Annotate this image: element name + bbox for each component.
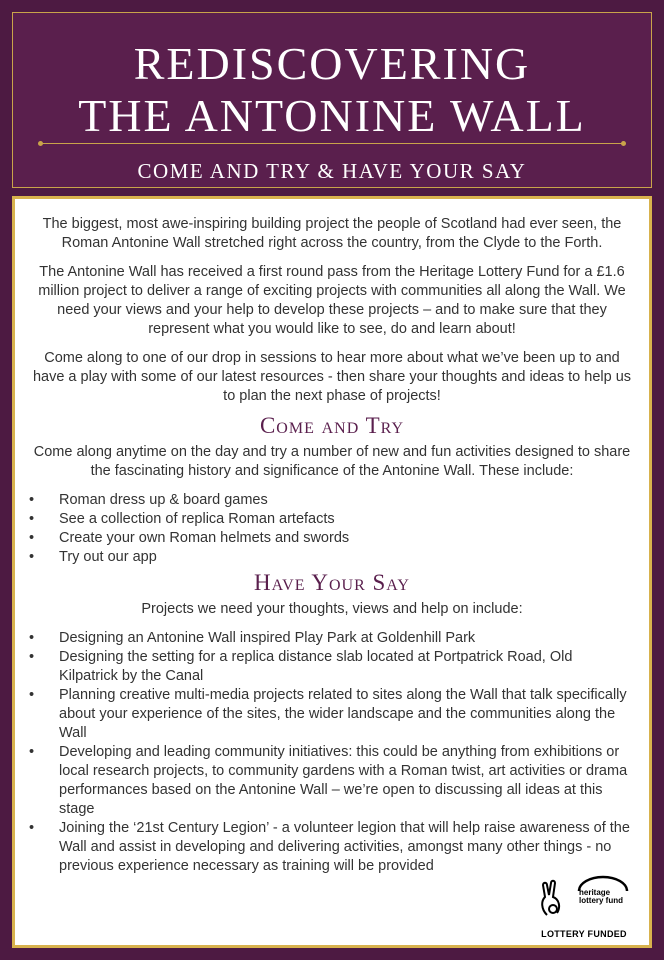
subtitle: COME AND TRY & HAVE YOUR SAY (137, 159, 527, 183)
title-line-2: THE ANTONINE WALL (78, 90, 586, 141)
list-item: • Designing the setting for a replica distance slab located at Portpatrick Road, Old Kilpatrick by the Canal (29, 648, 635, 686)
list-item: • Developing and leading community initiatives: this could be anything from exhibitions or local research projects, to community gardens with a Roman twist, art activities or drama performances based on the Antonine Wall – we’re open to discussing all ideas at this stage (29, 743, 635, 819)
crossed-fingers-icon (535, 879, 571, 919)
content-panel (12, 196, 652, 948)
list-item: • Designing an Antonine Wall inspired Play Park at Goldenhill Park (29, 629, 635, 648)
list-item: • Joining the ‘21st Century Legion’ - a volunteer legion that will help raise awareness of the Wall and assist in developing and delivering activities, amongst many other things - no previous experience necessary as training will be provided (29, 819, 635, 876)
header-banner (12, 12, 652, 188)
have-your-say-text: Projects we need your thoughts, views and help on include: (141, 601, 523, 617)
lottery-funded-label: LOTTERY FUNDED (541, 929, 627, 939)
have-your-say-list (29, 629, 635, 876)
gold-divider (41, 143, 623, 144)
funder-logos (535, 879, 633, 939)
come-and-try-heading: Come and Try (259, 413, 405, 438)
have-your-say-heading: Have Your Say (254, 570, 410, 595)
intro-paragraph-1: The biggest, most awe-inspiring building project the people of Scotland had ever seen, the Roman Antonine Wall stretched right across the country, from the Clyde to the Forth. (42, 216, 622, 251)
come-and-try-list (29, 491, 635, 567)
intro-paragraph-3: Come along to one of our drop in sessions to hear more about what we’ve been up to and have a play with some of our latest resources - then share your thoughts and ideas to help us to plan the next phase of projects! (32, 350, 632, 404)
list-item: • Planning creative multi-media projects related to sites along the Wall that talk specifically about your experience of the sites, the wider landscape and the communities along the Wall (29, 686, 635, 743)
list-item: • Try out our app (29, 548, 635, 567)
intro-paragraph-2: The Antonine Wall has received a first round pass from the Heritage Lottery Fund for a £1.6 million project to deliver a range of exciting projects with communities all along the Wall. We need your views and your help to develop these projects – and to make sure that they represent what you would like to see, do and learn about! (38, 264, 626, 337)
list-item: • Create your own Roman helmets and swords (29, 529, 635, 548)
hlf-logo-text: heritage lottery fund (579, 888, 623, 905)
list-item: • Roman dress up & board games (29, 491, 635, 510)
list-item: • See a collection of replica Roman artefacts (29, 510, 635, 529)
come-and-try-text: Come along anytime on the day and try a number of new and fun activities designed to share the fascinating history and significance of the Antonine Wall. These include: (33, 444, 631, 479)
title-line-1: REDISCOVERING (133, 38, 531, 89)
